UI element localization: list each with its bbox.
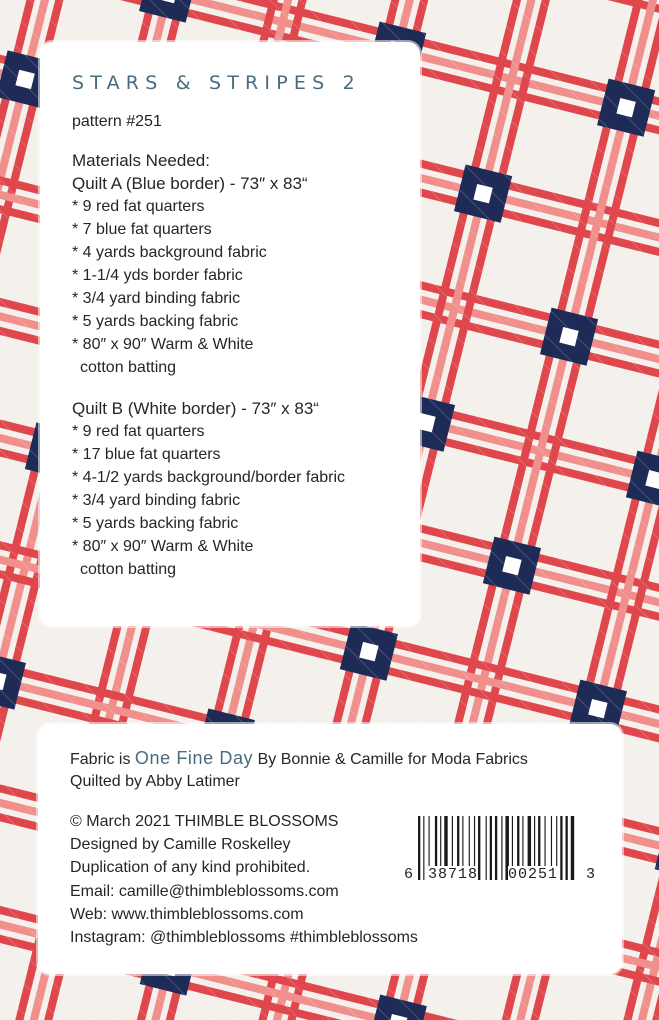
quilt-b-item: * 80″ x 90″ Warm & White bbox=[72, 538, 254, 555]
fabric-suffix: By Bonnie & Camille for Moda Fabrics bbox=[253, 751, 528, 768]
copyright-line: © March 2021 THIMBLE BLOSSOMS bbox=[70, 813, 339, 830]
quilt-a-item: * 7 blue fat quarters bbox=[72, 221, 212, 238]
fabric-prefix: Fabric is bbox=[70, 751, 135, 768]
pattern-title: STARS & STRIPES 2 bbox=[72, 72, 361, 94]
quilt-b-item: cotton batting bbox=[80, 561, 177, 578]
credits-block bbox=[70, 810, 418, 949]
fabric-collection-name: One Fine Day bbox=[134, 748, 254, 768]
quilt-a-item: cotton batting bbox=[80, 359, 177, 376]
quilt-a-heading: Quilt A (Blue border) - 73″ x 83“ bbox=[72, 174, 308, 193]
barcode-left-digits: 38718 bbox=[428, 866, 479, 883]
quilt-b-item: * 9 red fat quarters bbox=[72, 423, 205, 440]
duplication-notice: Duplication of any kind prohibited. bbox=[70, 859, 311, 877]
instagram-line: Instagram: @thimbleblossoms #thimbleblossoms bbox=[70, 929, 418, 947]
quilt-b-heading: Quilt B (White border) - 73″ x 83“ bbox=[72, 399, 319, 418]
quilt-a-item: * 80″ x 90″ Warm & White bbox=[72, 336, 254, 353]
email-line: Email: camille@thimbleblossoms.com bbox=[70, 882, 339, 900]
pattern-number: pattern #251 bbox=[72, 113, 162, 130]
designer-line: Designed by Camille Roskelley bbox=[70, 836, 291, 854]
fabric-line bbox=[70, 748, 528, 769]
web-line: Web: www.thimbleblossoms.com bbox=[70, 905, 304, 923]
quilt-b-item: * 3/4 yard binding fabric bbox=[72, 492, 241, 509]
quilt-a-item: * 5 yards backing fabric bbox=[72, 313, 239, 330]
barcode-lead-digit: 6 bbox=[404, 866, 414, 883]
materials-list bbox=[72, 149, 345, 581]
barcode-right-digits: 00251 bbox=[508, 866, 559, 883]
quilted-by: Quilted by Abby Latimer bbox=[70, 773, 240, 790]
quilt-a-item: * 9 red fat quarters bbox=[72, 198, 205, 215]
quilt-b-item: * 4-1/2 yards background/border fabric bbox=[72, 469, 346, 486]
materials-heading: Materials Needed: bbox=[72, 151, 210, 170]
quilt-a-item: * 3/4 yard binding fabric bbox=[72, 290, 241, 307]
barcode-trail-digit: 3 bbox=[586, 866, 596, 883]
quilt-a-item: * 4 yards background fabric bbox=[72, 244, 267, 261]
quilt-b-item: * 17 blue fat quarters bbox=[72, 446, 221, 463]
quilt-a-item: * 1-1/4 yds border fabric bbox=[72, 267, 243, 284]
quilt-b-item: * 5 yards backing fabric bbox=[72, 515, 239, 532]
